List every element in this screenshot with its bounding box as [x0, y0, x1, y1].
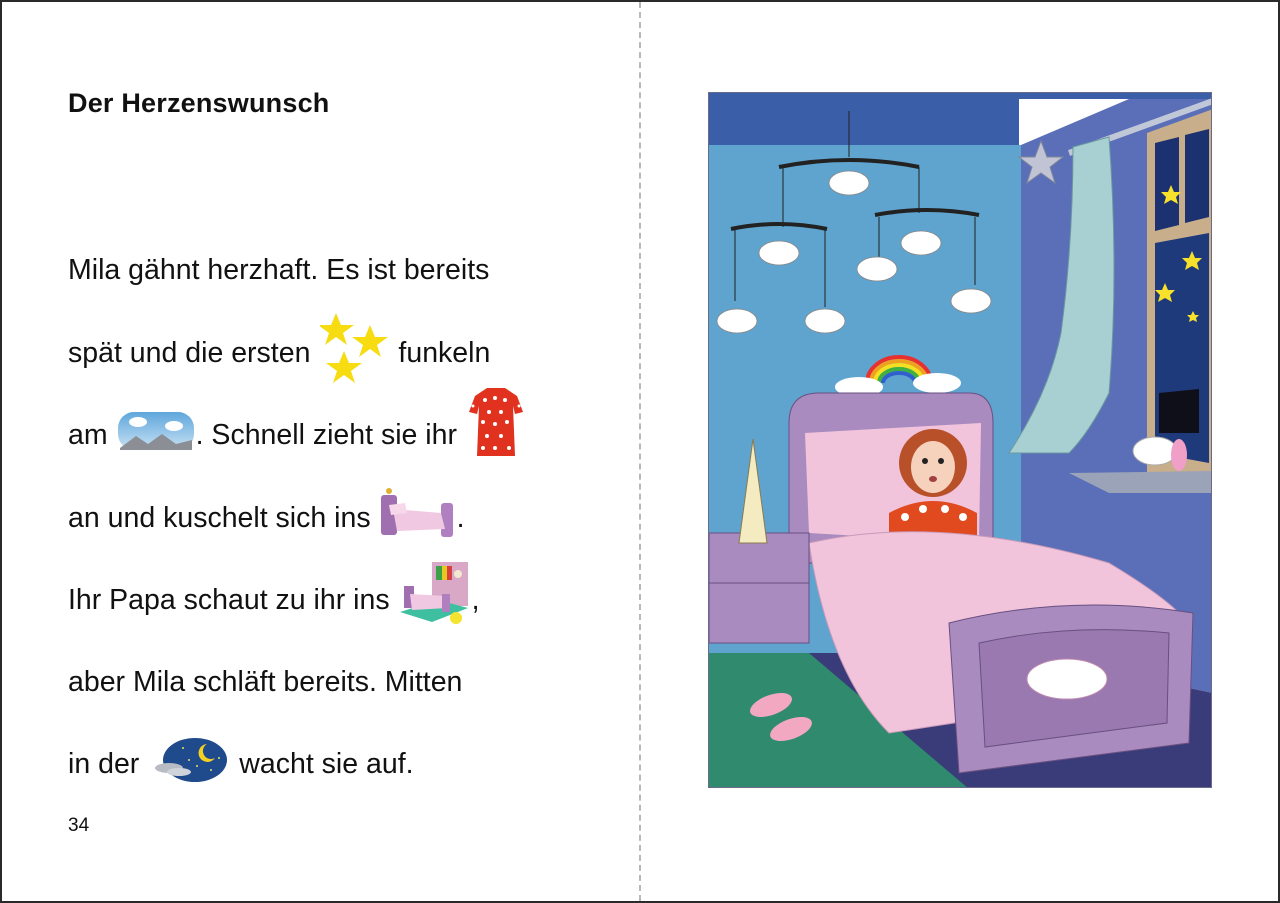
text: am: [68, 418, 108, 451]
text: wacht sie auf.: [239, 747, 414, 780]
text: aber Mila schläft bereits. Mitten: [68, 665, 463, 698]
night-icon: [153, 736, 229, 792]
nightgown-icon: [467, 386, 525, 466]
text-line-3: [68, 405, 525, 465]
bedroom-icon: [398, 560, 470, 634]
text-line-7: [68, 734, 414, 794]
bedroom-illustration: [708, 92, 1212, 788]
text: in der: [68, 747, 140, 780]
sky-icon: [116, 408, 196, 462]
text: Ihr Papa schaut zu ihr ins: [68, 583, 390, 616]
page-fold-divider: [639, 2, 641, 901]
page-number: 34: [68, 815, 90, 836]
text-line-6: [68, 652, 462, 712]
text: . Schnell zieht sie ihr: [195, 418, 457, 451]
text: Mila gähnt herzhaft. Es ist bereits: [68, 253, 490, 286]
text-line-2: [68, 323, 490, 383]
text-line-5: [68, 570, 480, 630]
text: .: [456, 501, 465, 534]
stars-icon: [320, 313, 390, 393]
text: funkeln: [398, 336, 491, 369]
bed-icon: [379, 487, 455, 549]
text: an und kuschelt sich ins: [68, 501, 371, 534]
text-line-1: [68, 240, 489, 300]
text: spät und die ersten: [68, 336, 311, 369]
page-title: Der Herzenswunsch: [68, 88, 330, 118]
text: ,: [471, 583, 480, 616]
text-line-4: [68, 488, 465, 548]
